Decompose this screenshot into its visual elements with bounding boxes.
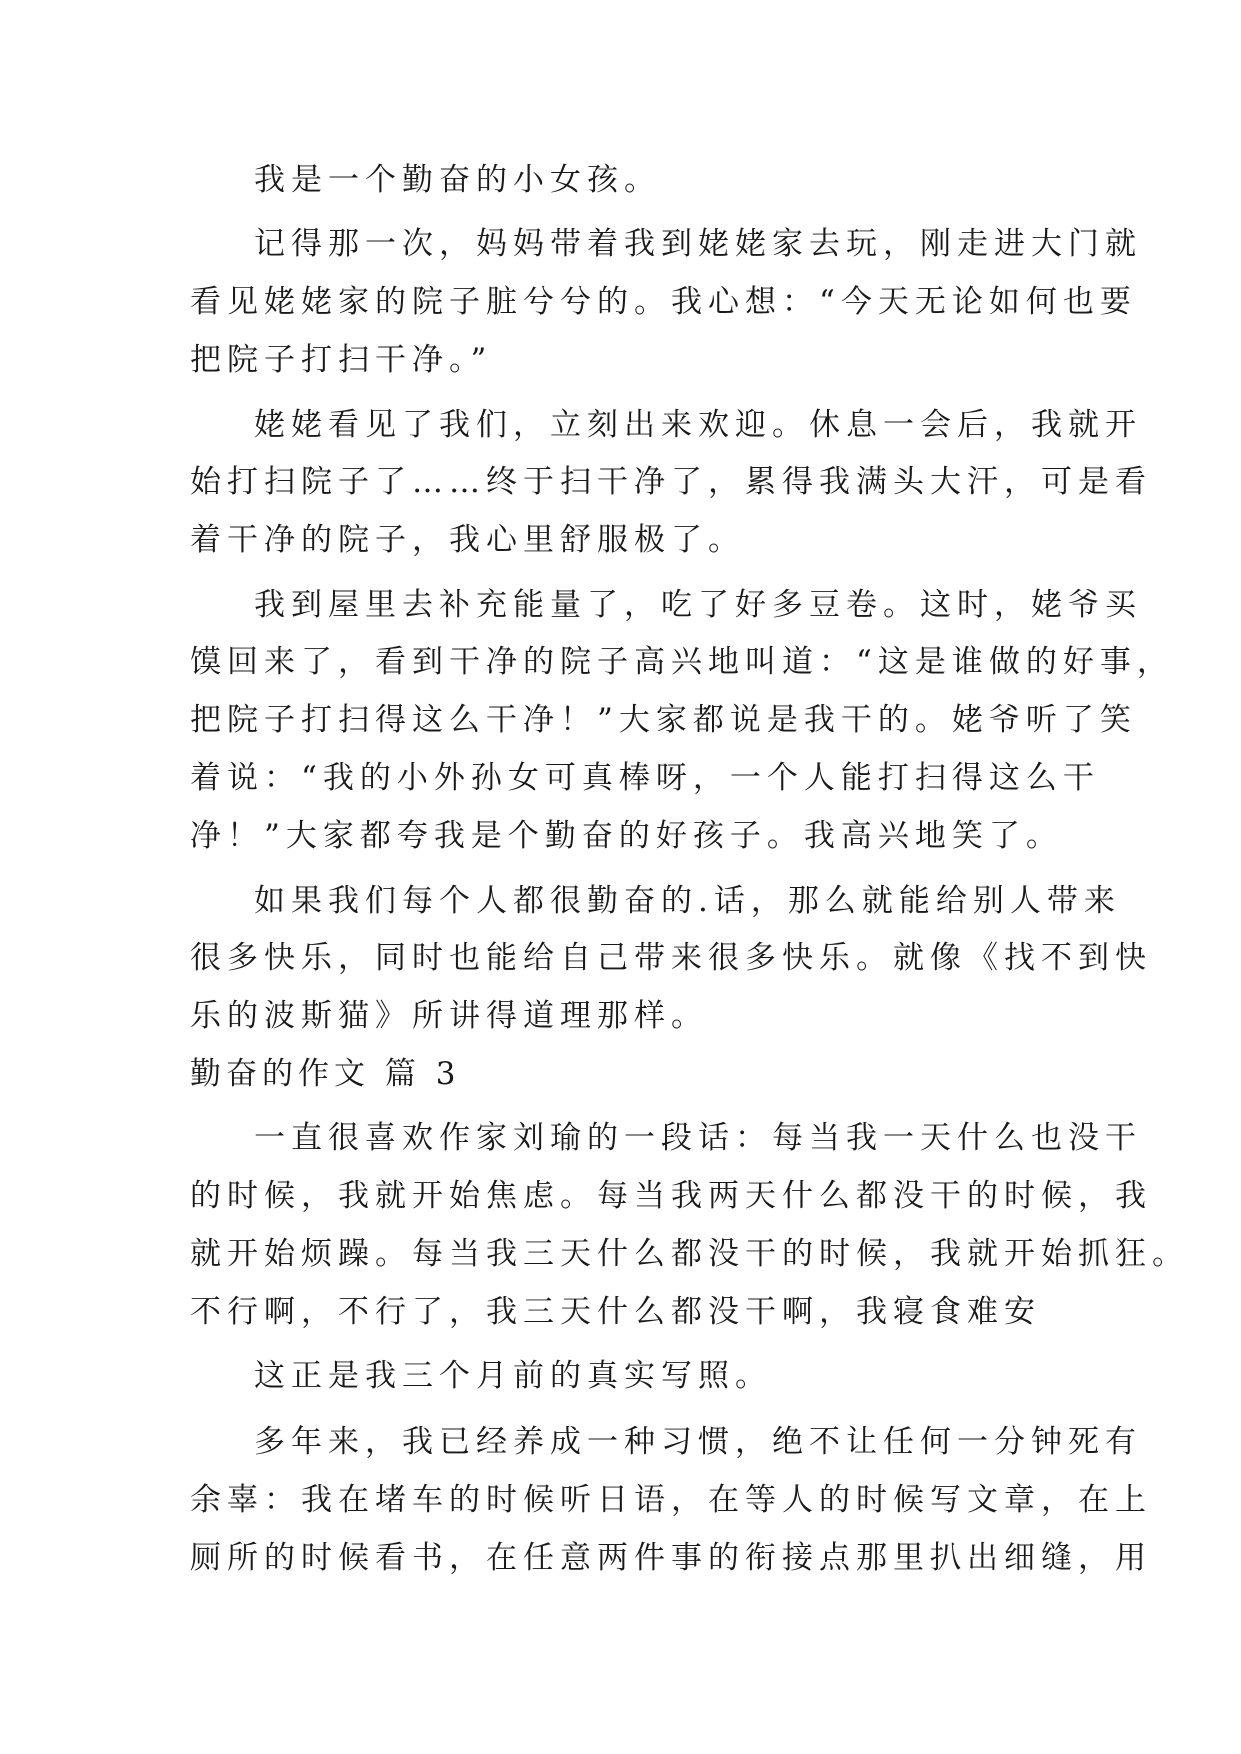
paragraph-line: 着说：“我的小外孙女可真棒呀，一个人能打扫得这么干 (190, 760, 1100, 796)
paragraph-line: 一直很喜欢作家刘瑜的一段话：每当我一天什么也没干 (254, 1120, 1142, 1156)
paragraph-line: 余辜：我在堵车的时候听日语，在等人的时候写文章，在上 (190, 1482, 1152, 1518)
paragraph-line: 这正是我三个月前的真实写照。 (254, 1358, 772, 1394)
paragraph-line: 的时候，我就开始焦虑。每当我两天什么都没干的时候，我 (190, 1178, 1152, 1214)
paragraph-line: 不行啊，不行了，我三天什么都没干啊，我寝食难安 (190, 1294, 1041, 1330)
paragraph-line: 如果我们每个人都很勤奋的.话，那么就能给别人带来 (254, 883, 1121, 919)
paragraph-line: 姥姥看见了我们，立刻出来欢迎。休息一会后，我就开 (254, 407, 1142, 443)
paragraph-line: 着干净的院子，我心里舒服极了。 (190, 522, 745, 558)
paragraph-line: 把院子打扫得这么干净！”大家都说是我干的。姥爷听了笑 (190, 702, 1137, 738)
paragraph-line: 馍回来了，看到干净的院子高兴地叫道：“这是谁做的好事， (190, 644, 1174, 680)
paragraph-line: 净！”大家都夸我是个勤奋的好孩子。我高兴地笑了。 (190, 818, 1063, 854)
section-heading: 勤奋的作文 篇 3 (190, 1056, 461, 1092)
paragraph-line: 始打扫院子了……终于扫干净了，累得我满头大汗，可是看 (190, 464, 1152, 500)
paragraph-line: 乐的波斯猫》所讲得道理那样。 (190, 998, 708, 1034)
paragraph-line: 记得那一次，妈妈带着我到姥姥家去玩，刚走进大门就 (254, 226, 1142, 262)
paragraph-line: 厕所的时候看书，在任意两件事的衔接点那里扒出细缝，用 (190, 1540, 1152, 1576)
paragraph-line: 我到屋里去补充能量了，吃了好多豆卷。这时，姥爷买 (254, 587, 1142, 623)
paragraph-line: 把院子打扫干净。” (190, 342, 493, 378)
paragraph-line: 看见姥姥家的院子脏兮兮的。我心想：“今天无论如何也要 (190, 284, 1137, 320)
paragraph-line: 就开始烦躁。每当我三天什么都没干的时候，我就开始抓狂。 (190, 1236, 1189, 1272)
paragraph-line: 很多快乐，同时也能给自己带来很多快乐。就像《找不到快 (190, 940, 1152, 976)
paragraph-line: 多年来，我已经养成一种习惯，绝不让任何一分钟死有 (254, 1424, 1142, 1460)
paragraph-line: 我是一个勤奋的小女孩。 (254, 162, 661, 198)
